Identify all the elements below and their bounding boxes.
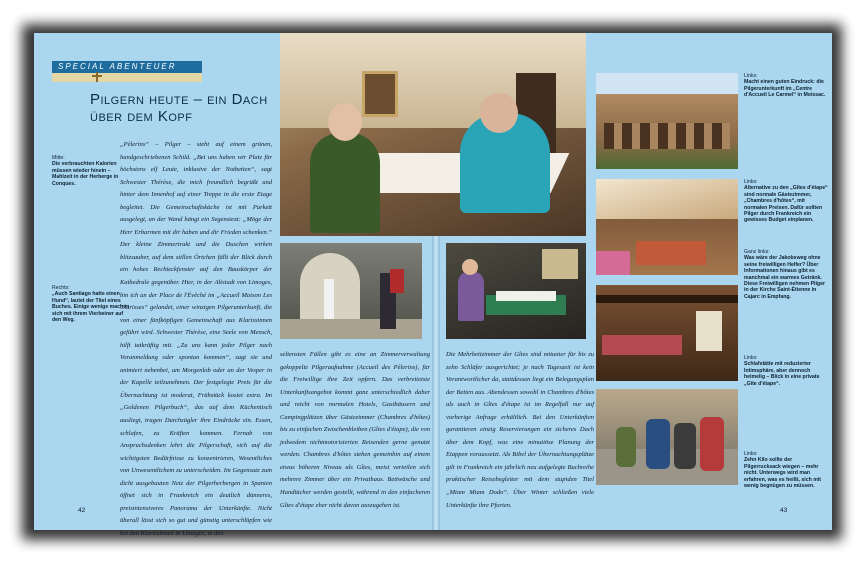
page-headline: Pilgern heute – ein Dach über dem Kopf bbox=[90, 91, 268, 125]
caption-label: Rechts: bbox=[52, 285, 70, 291]
caption-text: Die verbrauchten Kalorien müssen wieder hinein – Mahlzeit in der Herberge in Conques. bbox=[52, 161, 119, 187]
body-column-1: „Pèlerins“ – Pilger – steht auf einem grünen, handgeschriebenen Schild. „Bei uns haben wir Platz für höchstens elf Leute, inklusive der Notbetten“, sagt Schwester Thérèse, die mich freundlich begrüßt und hinter dem Innenhof auf einer Treppe in die erste Etage begleitet. Die Gemeinschaftsküche ist mit Parkett ausgelegt, an der Wand hängt ein Segenstext: „Möge der Herr Erbarmen mit dir haben und dir Frieden schenken.“ Der kleine Zimmertrakt und die Duschen wirken blitzsauber, auf dem stillen Örtchen fällt der Blick durch ein hohes Rechteckfenster auf den Bauskörper der Kathedrale gegenüber. Hier, in der Altstadt von Limoges, bin ich an der Place de l'Évêché im „Accueil Maison Les Clarisses“ gelandet, einer winzigen Pilgerunterkunft, die von einer fünfköpfigen Gemeinschaft aus Klarissinnen geführt wird. Schwester Thérèse, eine Seele von Mensch, hilft tatkräftig mit. „Zu uns kann jeder Pilger nach Voranmeldung oder spontan kommen“, sagt sie und animiert nebenbei, am Morgenlob oder an der Vesper in der Kapelle teilzunehmen. Der festgelegte Preis für die Übernachtung ist moderat, Frühstück kostet extra. Im „Goldenen Pilgerbuch“, das auf dem Küchentisch ausliegt, tragen Durchzügler ihre Eindrücke ein. Essen, schlafen, zu Kräften kommen. Fernab von Anspruchsdenken lehrt die Pilgerschaft, sich auf die wichtigsten Bedürfnisse zu konzentrieren, Wesentliches von Unwesentlichem zu unterscheiden. Im Gegensatz zum dicht ausgebauten Netz der Pilgerherbergen in Spanien öffnet sich in Frankreich ein deutlich dünneres, preisintensiveres Panorama der Unterkünfte. Nicht überall lässt sich so gut und günstig unterschlüpfen wie bei den Klarissinnen in Limoges, in den bbox=[120, 141, 272, 537]
caption-label: Links: bbox=[744, 73, 758, 79]
caption-text: „Auch Santiago hatte einen Hund“, lautet der Titel eines Buches. Einige wenige machen sich mit ihrem Vierbeiner auf den Weg. bbox=[52, 291, 130, 324]
caption-text: Zehn Kilo sollte der Pilgerrucksack wiegen – mehr nicht. Unterwegs wird man erfahren, was es heißt, sich mit wenig begnügen zu müssen. bbox=[744, 457, 821, 490]
body-column-3: Die Mehrbettzimmer der Gîtes sind mitunter für bis zu zehn Schläfer ausgerichtet; je nach Tageszeit ist kein Verantwortlicher da, stattdessen liegt ein Belegungsplan der Betten aus. Abendessen sowohl in Chambres d'hôtes als auch in Gîtes d'étape ist im Regelfall nur auf vorherige Anfrage erhältlich. Bei den Unterkünften garantieren einzig Reservierungen ein sicheres Dach über dem Kopf, was eine minutiöse Planung der Etappen voraussetzt. Als Bibel der Übernachtungsplätze gilt in Frankreich ein jährlich neu aufgelegte Buchreihe praktischer Reisebegleiter mit dem stupiden Titel „Miam Miam Dodo“. Über Winter schließen viele Unterkünfte ihre Pforten. bbox=[446, 351, 594, 509]
body-column-2: seltensten Fällen gibt es eine an Zimmerverwaltung gekoppelte Pilgeraufnahme (Accueil des Pèlerins), für die Freiwillige ihre Zeit opfern. Das verbreitetste Unterkunftsangebot kommt ganz unterschiedlich daher und reicht von normalen Hotels, Gasthäusern und Campingplätzen über Gästezimmer (Chambres d'hôtes) bis zu einfachen Zwischenbleiben (Gîtes d'étape), die von jedwedem nichtmotorisierten Reisenden gerne genutzt werden. Chambres d'hôtes stehen gemeinhin auf einem etwas höheren Niveau als Gîtes, meist verteilen sich mehrere Zimmer über ein Privathaus. Bettwäsche und Handtücher werden gestellt, während in den einfacheren Gîtes d'étape eher nicht davon auszugehen ist. bbox=[280, 351, 430, 509]
caption-text: Alternative zu den „Gîtes d'étape“ sind normale Gästezimmer, „Chambres d'hôtes“, mit normalen Preisen. Dafür sollten Pilger durch Frankreich ein gewisses Budget einplanen. bbox=[744, 185, 828, 224]
caption-text: Schlafstätte mit reduzierter Intimsphäre, aber dennoch heimelig – Blick in eine private „Gîte d'étape“. bbox=[744, 361, 820, 387]
caption-label: Links: bbox=[744, 451, 758, 457]
caption-label: Mitte: bbox=[52, 155, 65, 161]
caption-label: Links: bbox=[744, 355, 758, 361]
photo-guest-room bbox=[596, 179, 738, 275]
section-banner: SPECIAL ABENTEUER bbox=[52, 61, 202, 73]
magazine-spread bbox=[34, 33, 832, 537]
caption-label: Links: bbox=[744, 179, 758, 185]
caption-moissac bbox=[744, 73, 828, 99]
photo-pilgrim-with-dog bbox=[280, 243, 422, 339]
pilgrim-cross-icon bbox=[90, 71, 104, 83]
caption-volunteers bbox=[744, 249, 828, 300]
caption-dormitory bbox=[744, 355, 828, 387]
caption-text: Was wäre der Jakobsweg ohne seine freiwilligen Helfer? Über Informationen hinaus gibt es manchmal ein warmes Getränk. Diese Freiwilligen nehmen Pilger in der Kirche Saint-Étienne in Cajarc in Empfang. bbox=[744, 255, 826, 300]
photo-volunteers-desk bbox=[446, 243, 586, 339]
caption-text: Macht einen guten Eindruck: die Pilgerunterkunft im „Centre d'Accueil Le Carmel“ in Moissac. bbox=[744, 79, 826, 99]
photo-backpacks bbox=[596, 389, 738, 485]
page-number-right: 43 bbox=[780, 507, 788, 514]
page-number-left: 42 bbox=[78, 507, 86, 514]
photo-gite-dormitory bbox=[596, 285, 738, 381]
caption-label: Ganz links: bbox=[744, 249, 770, 255]
photo-pilgrims-dinner bbox=[280, 33, 586, 236]
banner-strip bbox=[52, 73, 202, 82]
photo-carmel-courtyard bbox=[596, 73, 738, 169]
caption-backpack bbox=[744, 451, 828, 489]
caption-chambres bbox=[744, 179, 828, 224]
